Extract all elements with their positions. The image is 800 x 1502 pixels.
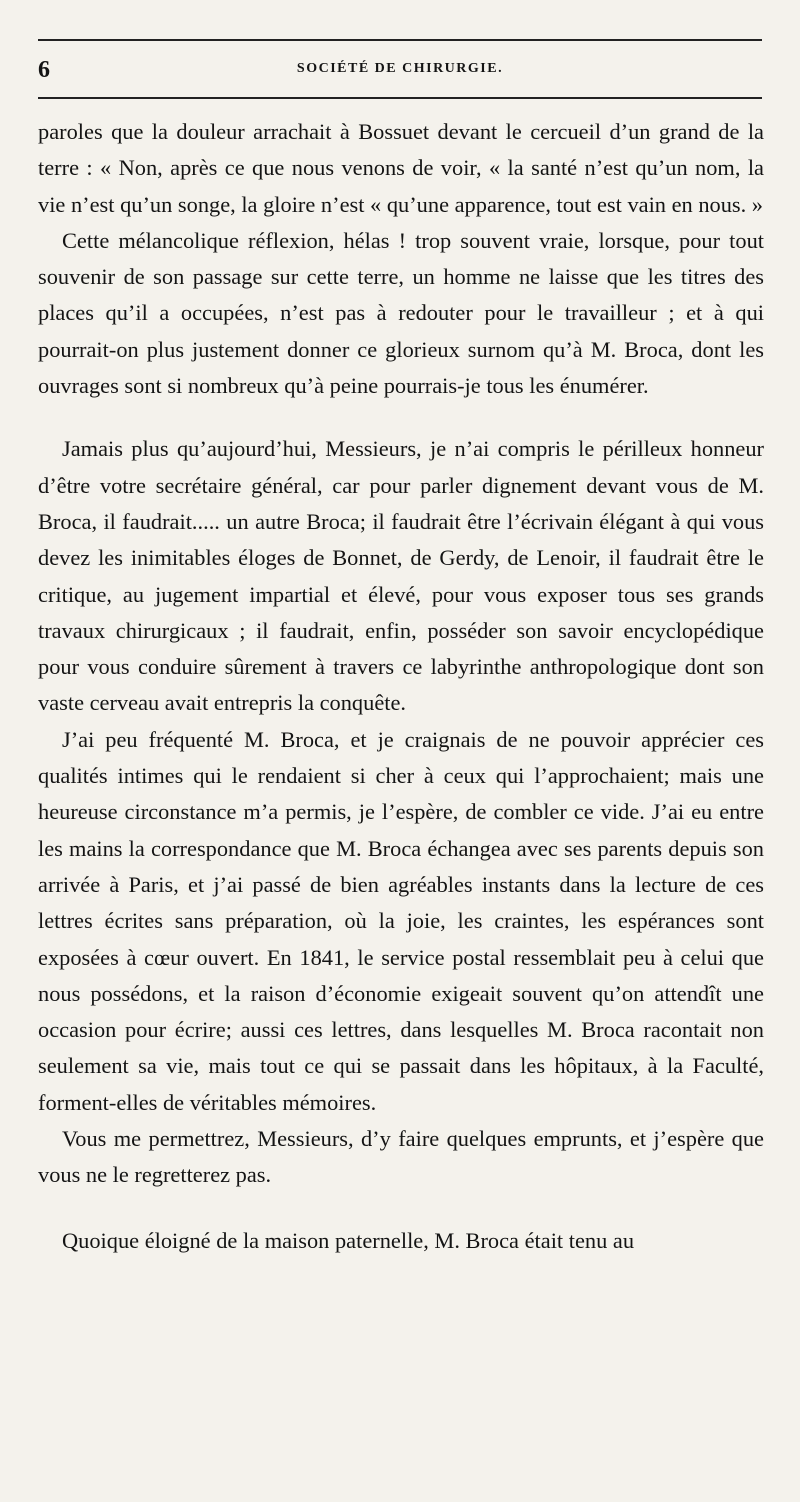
body-text [38,114,764,1259]
paragraph-correspondence: J’ai peu fréquenté M. Broca, et je craignais de ne pouvoir apprécier ces qualités intimes qui le rendaient si cher à ceux qui l’approchaient; mais une heureuse circonstance m’a permis, je l’espère, de combler ce vide. J’ai eu entre les mains la correspondance que M. Broca échangea avec ses parents depuis son arrivée à Paris, et j’ai passé de bien agréables instants dans la lecture de ces lettres écrites sans préparation, où la joie, les craintes, les espérances sont exposées à cœur ouvert. En 1841, le service postal ressemblait peu à celui que nous possédons, et la raison d’économie exigeait souvent qu’on attendît une occasion pour écrire; aussi ces lettres, dans lesquelles M. Broca racontait non seulement sa vie, mais tout ce qui se passait dans les hôpitaux, à la Faculté, forment-elles de véritables mémoires. [38,726,764,1115]
page-number: 6 [38,57,50,83]
paragraph-paternal-house: Quoique éloigné de la maison paternelle, M. Broca était tenu au [62,1227,635,1253]
paragraph-melancholy-reflection: Cette mélancolique réflexion, hélas ! trop souvent vraie, lorsque, pour tout souvenir de son passage sur cette terre, un homme ne laisse que les titres des places qu’il a occupées, n’est pas à redouter pour le travailleur ; et à qui pourrait-on plus justement donner ce glorieux surnom qu’à M. Broca, dont les ouvrages sont si nombreux qu’à peine pourrais-je tous les énumérer. [38,227,764,399]
paragraph-borrowings: Vous me permettrez, Messieurs, d’y faire quelques emprunts, et j’espère que vous ne le regretterez pas. [38,1126,764,1188]
header-rule-top [38,39,762,41]
header-rule-bottom [38,97,762,99]
running-head: SOCIÉTÉ DE CHIRURGIE. [296,61,504,76]
paragraph-bossuet-quote: paroles que la douleur arrachait à Bossuet devant le cercueil d’un grand de la terre : « Non, après ce que nous venons de voir, « la santé n’est qu’un nom, la vie n’est qu’un songe, la gloire n’est « qu’une apparence, tout est vain en nous. » [38,119,764,217]
paragraph-secretary-honour: Jamais plus qu’aujourd’hui, Messieurs, je n’ai compris le périlleux honneur d’être votre secrétaire général, car pour parler dignement devant vous de M. Broca, il faudrait..... un autre Broca; il faudrait être l’écrivain élégant à qui vous devez les inimitables éloges de Bonnet, de Gerdy, de Lenoir, il faudrait être le critique, au jugement impartial et élevé, pour vous exposer tous ses grands travaux chirurgicaux ; il faudrait, enfin, posséder son savoir encyclopédique pour vous conduire sûrement à travers ce labyrinthe anthropologique dont son vaste cerveau avait entrepris la conquête. [38,436,764,716]
